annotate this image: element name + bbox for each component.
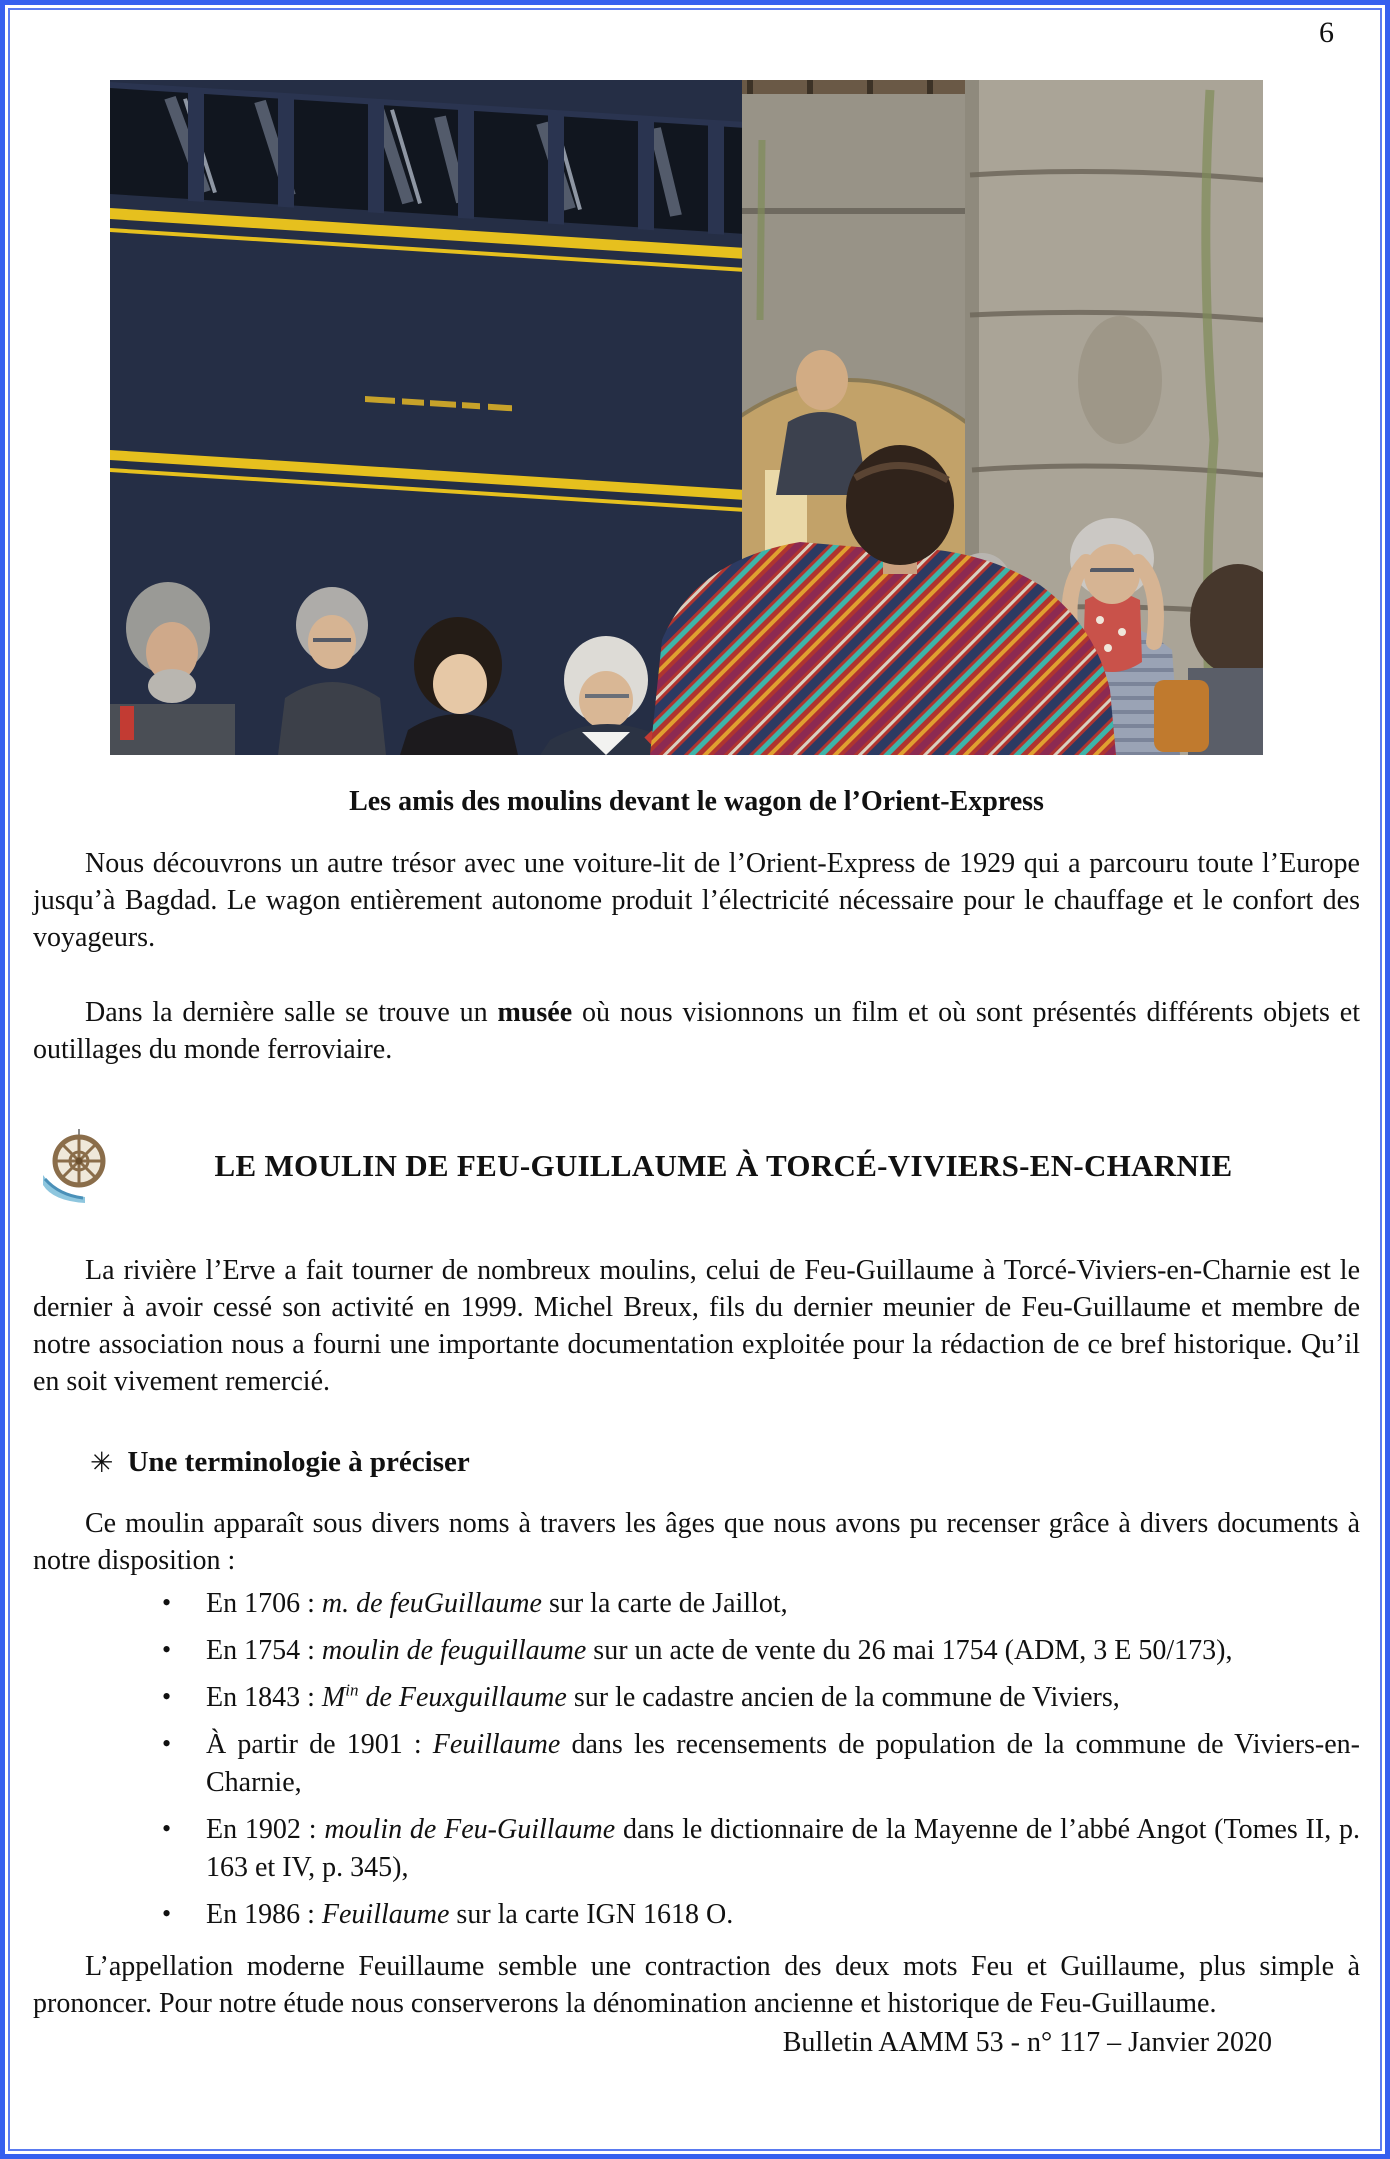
- text-run: sur la carte IGN 1618 O.: [449, 1899, 734, 1930]
- text-run: En 1843 :: [206, 1682, 322, 1713]
- list-item: [160, 1585, 1360, 1623]
- text-run: Dans la dernière salle se trouve un: [85, 997, 498, 1028]
- text-run: sur la carte de Jaillot,: [541, 1588, 788, 1619]
- text-run: dans les recensements de population de la commune de Viviers-en-Charnie,: [206, 1729, 1361, 1798]
- text-run: En 1754 :: [206, 1635, 322, 1666]
- paragraph-musee: [33, 994, 1360, 1068]
- subsection-heading: [90, 1446, 1360, 1479]
- list-item: [160, 1679, 1360, 1717]
- page-number: 6: [1319, 16, 1334, 49]
- text-run: où nous visionnons un film et où sont présentés différents objets et outillages du monde ferroviaire.: [33, 997, 1360, 1065]
- page-footer: Bulletin AAMM 53 - n° 117 – Janvier 2020: [782, 2027, 1272, 2058]
- mill-names-list: [33, 1585, 1360, 1934]
- text-run-italic: M: [321, 1682, 346, 1713]
- text-run: sur un acte de vente du 26 mai 1754 (ADM, 3 E 50/173),: [586, 1635, 1233, 1666]
- section-heading-row: [33, 1128, 1360, 1204]
- text-run: En 1986 :: [206, 1899, 322, 1930]
- list-item: [160, 1632, 1360, 1670]
- paragraph-appellation: L’appellation moderne Feuillaume semble une contraction des deux mots Feu et Guillaume, plus simple à prononcer. Pour notre étude nous conserverons la dénomination ancienne et historique de Feu-Guillaume.: [33, 1951, 1360, 2019]
- text-run-italic: moulin de Feu-Guillaume: [324, 1814, 616, 1845]
- watermill-icon-graphic: [43, 1129, 107, 1203]
- text-run: En 1706 :: [206, 1588, 322, 1619]
- page-content: [33, 0, 1360, 2062]
- text-run-italic: moulin de feuguillaume: [321, 1635, 587, 1666]
- text-run-italic: de Feuxguillaume: [358, 1682, 567, 1713]
- text-run: En 1902 :: [206, 1814, 325, 1845]
- text-run-italic: Feuillaume: [321, 1899, 450, 1930]
- paragraph-erve: La rivière l’Erve a fait tourner de nombreux moulins, celui de Feu-Guillaume à Torcé-Viviers-en-Charnie est le dernier à avoir cessé son activité en 1999. Michel Breux, fils du dernier meunier de Feu-Guillaume et membre de notre association nous a fourni une importante documentation exploitée pour la rédaction de ce bref historique. Qu’il en soit vivement remercié.: [33, 1255, 1360, 1397]
- text-run: sur le cadastre ancien de la commune de Viviers,: [566, 1682, 1120, 1713]
- text-run-bold: musée: [497, 997, 573, 1028]
- paragraph-wagon: Nous découvrons un autre trésor avec une voiture-lit de l’Orient-Express de 1929 qui a parcouru toute l’Europe jusqu’à Bagdad. Le wagon entièrement autonome produit l’électricité nécessaire pour le chauffage et le confort des voyageurs.: [33, 848, 1360, 953]
- photo-illustration: [110, 80, 1263, 755]
- list-item: [160, 1811, 1360, 1887]
- asterisk-icon: ✳: [90, 1445, 114, 1479]
- paragraph-terminologie: Ce moulin apparaît sous divers noms à travers les âges que nous avons pu recenser grâce à divers documents à notre disposition :: [33, 1508, 1360, 1576]
- text-run-italic: m. de feuGuillaume: [321, 1588, 542, 1619]
- text-run-sup: in: [345, 1680, 359, 1700]
- photo-caption: Les amis des moulins devant le wagon de l’Orient-Express: [349, 786, 1044, 817]
- text-run: dans le dictionnaire de la Mayenne de l’abbé Angot (Tomes II, p. 163 et IV, p. 345),: [206, 1814, 1361, 1883]
- orient-express-photo: [110, 80, 1263, 755]
- text-run: À partir de 1901 :: [206, 1729, 433, 1760]
- list-item: [160, 1726, 1360, 1802]
- text-run-italic: Feuillaume: [432, 1729, 561, 1760]
- section-title: LE MOULIN DE FEU-GUILLAUME À TORCÉ-VIVIERS-EN-CHARNIE: [214, 1148, 1233, 1183]
- subsection-title: Une terminologie à préciser: [127, 1446, 470, 1478]
- photo-figure: [33, 80, 1360, 821]
- list-item: [160, 1896, 1360, 1934]
- orange-handbag: [1154, 680, 1209, 752]
- watermill-icon: [43, 1129, 107, 1203]
